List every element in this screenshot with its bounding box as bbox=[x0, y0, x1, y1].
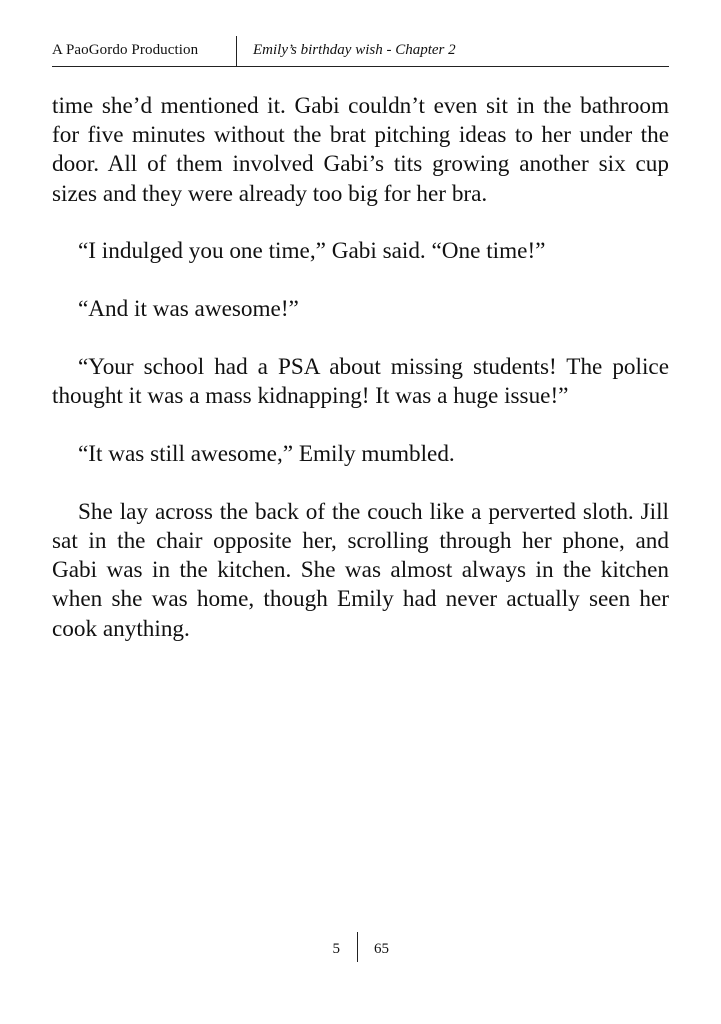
running-header bbox=[52, 36, 669, 67]
page-total: 65 bbox=[374, 941, 389, 957]
paragraph: “I indulged you one time,” Gabi said. “One time!” bbox=[78, 238, 546, 265]
paragraph: She lay across the back of the couch like a perverted sloth. Jill sat in the chair opposite her, scrolling through her phone, and Gabi was in the kitchen. She was almost always in the kitchen when she was home, though Emily had never actually seen her cook anything. bbox=[52, 498, 669, 642]
page-number: 5 bbox=[332, 941, 340, 957]
paragraph: “It was still awesome,” Emily mumbled. bbox=[78, 441, 455, 467]
paragraph: time she’d mentioned it. Gabi couldn’t even sit in the bathroom for five minutes without the brat pitching ideas to her under the door. All of them involved Gabi’s tits growing another six cup sizes and they were already too big for her bra. bbox=[52, 93, 669, 207]
paragraph: “And it was awesome!” bbox=[78, 296, 299, 323]
chapter-title: Emily’s birthday wish - Chapter 2 bbox=[253, 42, 456, 58]
page-footer bbox=[0, 932, 721, 962]
paragraph: “Your school had a PSA about missing students! The police thought it was a mass kidnapping! It was a huge issue!” bbox=[52, 354, 669, 410]
footer-divider bbox=[357, 932, 358, 962]
publisher-name: A PaoGordo Production bbox=[52, 42, 199, 58]
header-divider bbox=[236, 36, 237, 66]
page-body bbox=[52, 92, 669, 672]
